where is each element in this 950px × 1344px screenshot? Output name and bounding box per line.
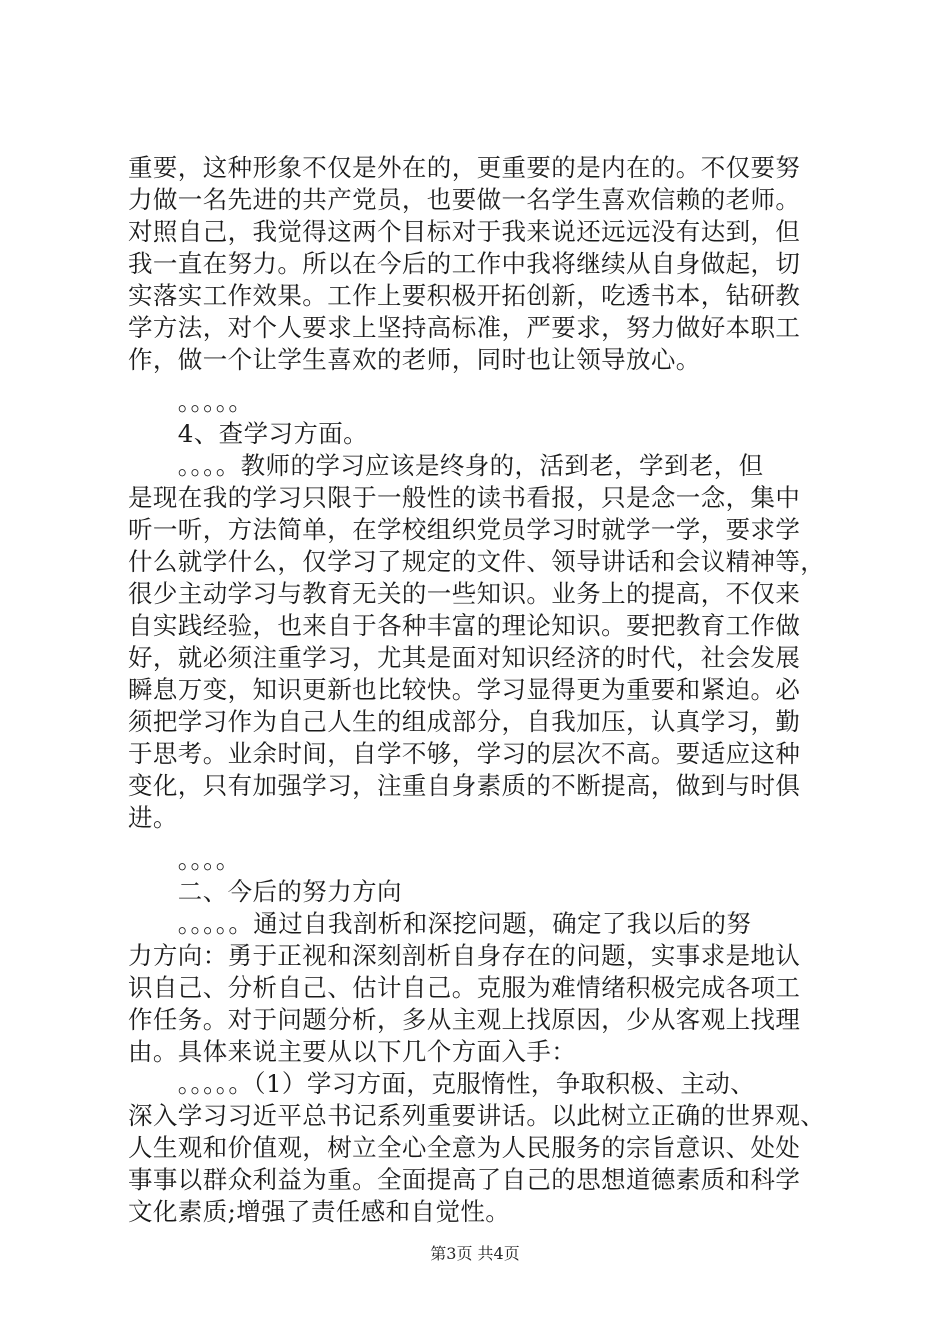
text-line: 于思考。业余时间，自学不够，学习的层次不高。要适应这种 (128, 739, 801, 768)
page-number: 第3页 共4页 (430, 1244, 520, 1263)
text-line: 。。。。教师的学习应该是终身的，活到老，学到老，但 (128, 451, 764, 480)
paragraph-spacer (128, 376, 828, 386)
document-body (128, 152, 828, 1228)
text-line: 进。 (128, 803, 178, 832)
text-line: 力做一名先进的共产党员，也要做一名学生喜欢信赖的老师。 (128, 185, 801, 214)
text-line: 须把学习作为自己人生的组成部分，自我加压，认真学习，勤 (128, 707, 801, 736)
text-line: 瞬息万变，知识更新也比较快。学习显得更为重要和紧迫。必 (128, 675, 801, 704)
text-line: 。。。。 (128, 845, 241, 874)
text-line: 对照自己，我觉得这两个目标对于我来说还远远没有达到，但 (128, 217, 801, 246)
paragraph-block-2 (128, 386, 828, 834)
section-heading: 4、查学习方面。 (128, 419, 369, 448)
text-line: 。。。。。 (128, 387, 254, 416)
text-line: 自实践经验，也来自于各种丰富的理论知识。要把教育工作做 (128, 611, 801, 640)
text-line: 学方法，对个人要求上坚持高标准，严要求，努力做好本职工 (128, 313, 801, 342)
paragraph-block-1 (128, 152, 828, 376)
text-line: 很少主动学习与教育无关的一些知识。业务上的提高，不仅来 (128, 579, 801, 608)
text-line: 。。。。。（1）学习方面，克服惰性，争取积极、主动、 (128, 1069, 756, 1098)
text-line: 作任务。对于问题分析，多从主观上找原因，少从客观上找理 (128, 1005, 801, 1034)
text-line: 重要，这种形象不仅是外在的，更重要的是内在的。不仅要努 (128, 153, 801, 182)
text-line: 力方向：勇于正视和深刻剖析自身存在的问题，实事求是地认 (128, 941, 801, 970)
text-line: 变化，只有加强学习，注重自身素质的不断提高，做到与时俱 (128, 771, 801, 800)
text-line: 是现在我的学习只限于一般性的读书看报，只是念一念，集中 (128, 483, 801, 512)
text-line: 文化素质;增强了责任感和自觉性。 (128, 1197, 511, 1226)
paragraph-block-3 (128, 844, 828, 1228)
text-line: 。。。。。通过自我剖析和深挖问题，确定了我以后的努 (128, 909, 752, 938)
text-line: 好，就必须注重学习，尤其是面对知识经济的时代，社会发展 (128, 643, 801, 672)
paragraph-spacer (128, 834, 828, 844)
text-line: 听一听，方法简单，在学校组织党员学习时就学一学，要求学 (128, 515, 801, 544)
text-line: 深入学习习近平总书记系列重要讲话。以此树立正确的世界观、 (128, 1101, 826, 1130)
text-line: 由。具体来说主要从以下几个方面入手： (128, 1037, 577, 1066)
page-footer (0, 1241, 950, 1264)
text-line: 什么就学什么，仅学习了规定的文件、领导讲话和会议精神等， (128, 547, 826, 576)
text-line: 人生观和价值观，树立全心全意为人民服务的宗旨意识、处处 (128, 1133, 801, 1162)
text-line: 实落实工作效果。工作上要积极开拓创新，吃透书本，钻研教 (128, 281, 801, 310)
section-heading: 二、今后的努力方向 (128, 877, 402, 906)
text-line: 识自己、分析自己、估计自己。克服为难情绪积极完成各项工 (128, 973, 801, 1002)
text-line: 我一直在努力。所以在今后的工作中我将继续从自身做起，切 (128, 249, 801, 278)
text-line: 事事以群众利益为重。全面提高了自己的思想道德素质和科学 (128, 1165, 801, 1194)
text-line: 作，做一个让学生喜欢的老师，同时也让领导放心。 (128, 345, 701, 374)
